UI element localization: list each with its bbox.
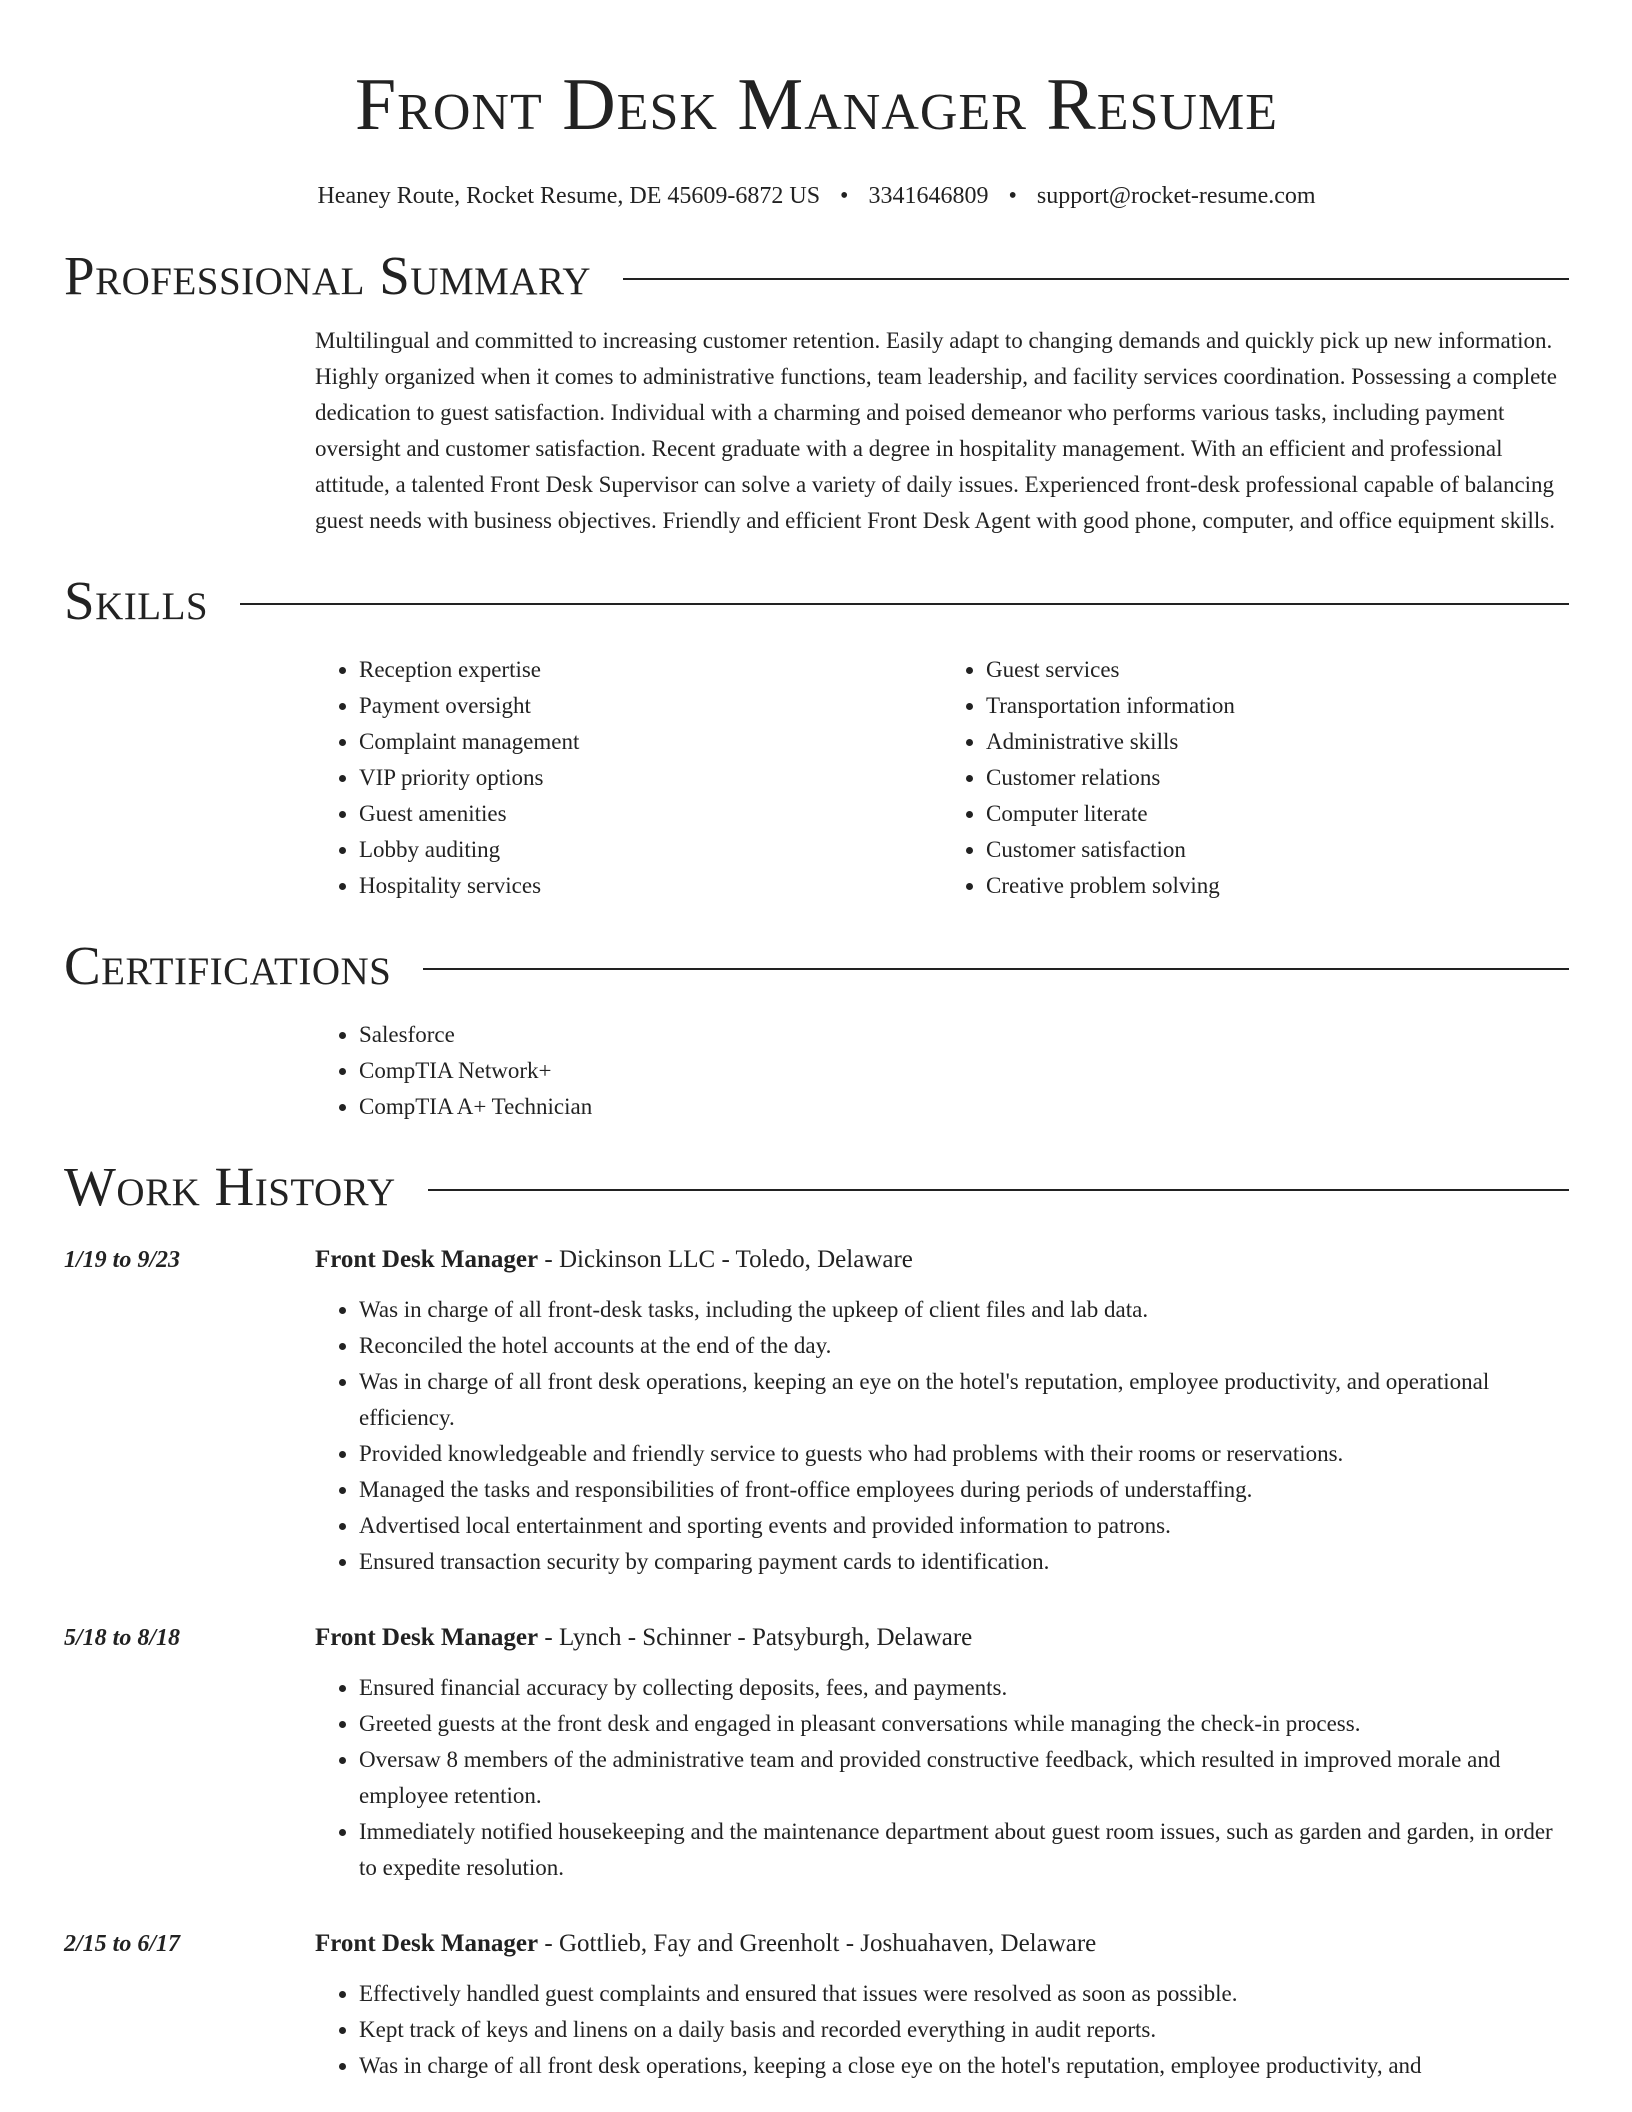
list-item: • Immediately notified housekeeping and the maintenance department about guest room issues, such as garden and garden, in order to expedite resolution. <box>359 1814 1569 1886</box>
list-item: • Provided knowledgeable and friendly service to guests who had problems with their rooms or reservations. <box>359 1436 1569 1472</box>
job-bullet-list <box>315 1292 1569 1580</box>
section-divider <box>240 603 1569 605</box>
job-role: Front Desk Manager <box>315 1246 539 1273</box>
list-item: • Complaint management <box>359 724 942 760</box>
skills-heading: Skills <box>64 570 209 631</box>
job-bullet-list <box>315 1670 1569 1886</box>
job-title-line <box>315 1242 1569 1278</box>
list-item: • Greeted guests at the front desk and engaged in pleasant conversations while managing the check-in process. <box>359 1706 1569 1742</box>
contact-separator: • <box>1008 183 1017 209</box>
list-item: • Lobby auditing <box>359 832 942 868</box>
list-item: • Customer satisfaction <box>986 832 1569 868</box>
work-history-list <box>64 1242 1569 2084</box>
list-item: • Creative problem solving <box>986 868 1569 904</box>
list-item: • Ensured financial accuracy by collecting deposits, fees, and payments. <box>359 1670 1569 1706</box>
work-section-header <box>64 1156 1569 1217</box>
contact-email: support@rocket-resume.com <box>1036 183 1316 209</box>
list-item: • Kept track of keys and linens on a daily basis and recorded everything in audit reports. <box>359 2012 1569 2048</box>
list-item: • Effectively handled guest complaints and ensured that issues were resolved as soon as possible. <box>359 1976 1569 2012</box>
job-title-line <box>315 1620 1569 1656</box>
list-item: • Guest amenities <box>359 796 942 832</box>
list-item: • Administrative skills <box>986 724 1569 760</box>
list-item: • CompTIA Network+ <box>359 1053 1569 1089</box>
section-divider <box>428 1189 1569 1191</box>
contact-line <box>64 184 1569 208</box>
summary-body <box>315 323 1569 539</box>
list-item: • VIP priority options <box>359 760 942 796</box>
job-role: Front Desk Manager <box>315 1930 539 1957</box>
certifications-body <box>315 1017 1569 1125</box>
certifications-section-header <box>64 935 1569 996</box>
job-dates: 2/15 to 6/17 <box>64 1931 181 1957</box>
list-item: • Hospitality services <box>359 868 942 904</box>
list-item: • Was in charge of all front desk operations, keeping an eye on the hotel's reputation, employee productivity, and operational efficiency. <box>359 1364 1569 1436</box>
skills-list-left <box>315 652 942 904</box>
list-item: • Managed the tasks and responsibilities of front-office employees during periods of understaffing. <box>359 1472 1569 1508</box>
resume-title: Front Desk Manager Resume <box>355 64 1278 146</box>
contact-address: Heaney Route, Rocket Resume, DE 45609-6872 US <box>317 183 821 209</box>
job-role: Front Desk Manager <box>315 1624 539 1651</box>
summary-section-header <box>64 245 1569 306</box>
job-bullet-list <box>315 1976 1569 2084</box>
list-item: • Guest services <box>986 652 1569 688</box>
list-item: • Was in charge of all front-desk tasks, including the upkeep of client files and lab data. <box>359 1292 1569 1328</box>
contact-phone: 3341646809 <box>868 183 989 209</box>
job-employer: - Gottlieb, Fay and Greenholt - Joshuahaven, Delaware <box>538 1930 1097 1957</box>
list-item: • Transportation information <box>986 688 1569 724</box>
list-item: • Advertised local entertainment and sporting events and provided information to patrons. <box>359 1508 1569 1544</box>
list-item: • Was in charge of all front desk operations, keeping a close eye on the hotel's reputation, employee productivity, and <box>359 2048 1569 2084</box>
certifications-heading: Certifications <box>64 935 392 996</box>
list-item: • Customer relations <box>986 760 1569 796</box>
job-entry <box>64 1620 1569 1886</box>
list-item: • Salesforce <box>359 1017 1569 1053</box>
job-employer: - Dickinson LLC - Toledo, Delaware <box>538 1246 913 1273</box>
list-item: • Reception expertise <box>359 652 942 688</box>
contact-separator: • <box>840 183 849 209</box>
skills-section-header <box>64 570 1569 631</box>
list-item: • Oversaw 8 members of the administrative team and provided constructive feedback, which resulted in improved morale and employee retention. <box>359 1742 1569 1814</box>
list-item: • CompTIA A+ Technician <box>359 1089 1569 1125</box>
skills-list-right <box>942 652 1569 904</box>
list-item: • Computer literate <box>986 796 1569 832</box>
job-dates: 1/19 to 9/23 <box>64 1247 181 1273</box>
list-item: • Payment oversight <box>359 688 942 724</box>
job-employer: - Lynch - Schinner - Patsyburgh, Delaware <box>538 1624 973 1651</box>
certifications-list <box>315 1017 1569 1125</box>
job-title-line <box>315 1926 1569 1962</box>
list-item: • Reconciled the hotel accounts at the end of the day. <box>359 1328 1569 1364</box>
job-dates: 5/18 to 8/18 <box>64 1625 181 1651</box>
job-details <box>315 1242 1569 1580</box>
section-divider <box>623 278 1569 280</box>
section-divider <box>423 968 1569 970</box>
job-details <box>315 1926 1569 2084</box>
summary-heading: Professional Summary <box>64 245 592 306</box>
skills-body <box>315 652 1569 904</box>
job-entry <box>64 1926 1569 2084</box>
list-item: • Ensured transaction security by comparing payment cards to identification. <box>359 1544 1569 1580</box>
job-entry <box>64 1242 1569 1580</box>
work-heading: Work History <box>64 1156 396 1217</box>
summary-text: Multilingual and committed to increasing customer retention. Easily adapt to changing demands and quickly pick up new information. Highly organized when it comes to administrative functions, team leadership, and facility services coordination. Possessing a complete dedication to guest satisfaction. Individual with a charming and poised demeanor who performs various tasks, including payment oversight and customer satisfaction. Recent graduate with a degree in hospitality management. With an efficient and professional attitude, a talented Front Desk Supervisor can solve a variety of daily issues. Experienced front-desk professional capable of balancing guest needs with business objectives. Friendly and efficient Front Desk Agent with good phone, computer, and office equipment skills. <box>315 328 1557 533</box>
job-details <box>315 1620 1569 1886</box>
